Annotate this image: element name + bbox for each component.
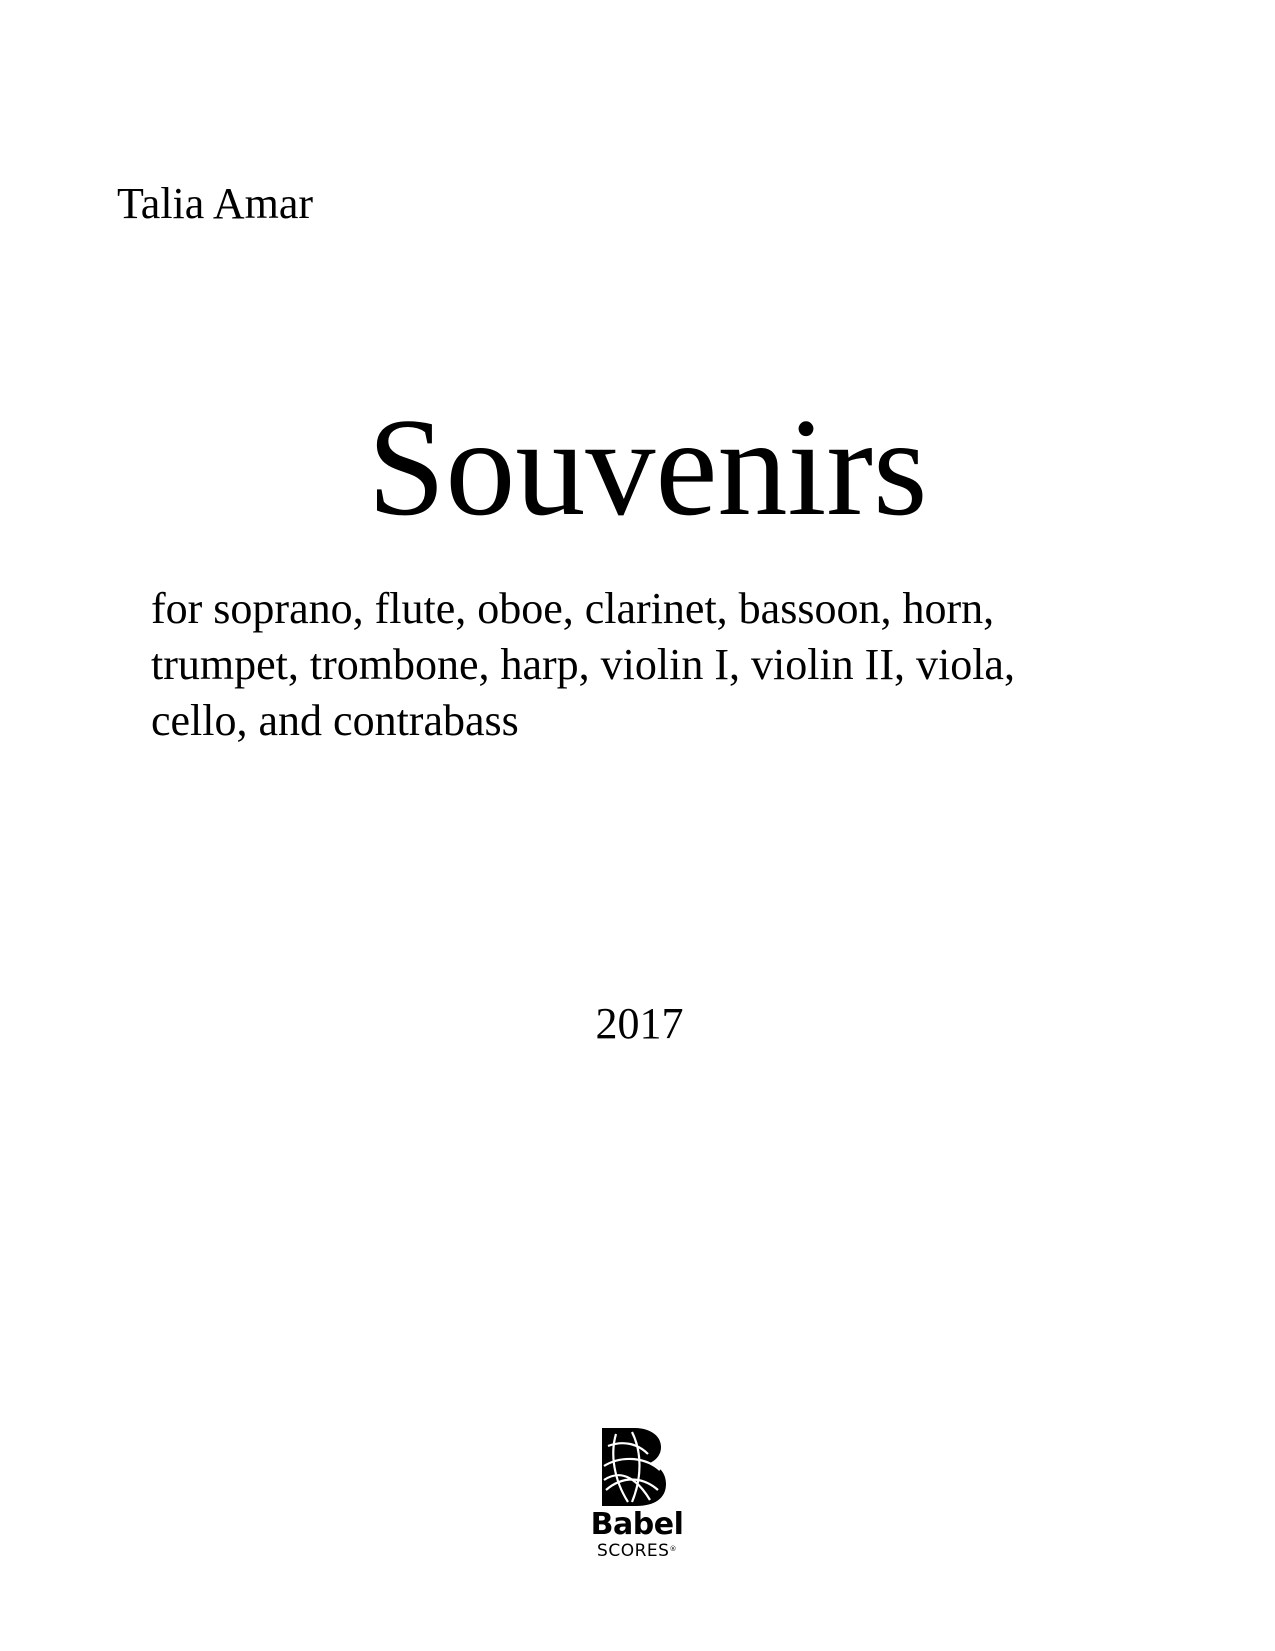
work-title: Souvenirs	[367, 390, 928, 545]
instrumentation-line: trumpet, trombone, harp, violin I, violin II, viola,	[151, 640, 1015, 689]
composer-name: Talia Amar	[117, 179, 314, 228]
babel-scores-b-logo-icon	[598, 1424, 670, 1508]
publisher-subtitle	[580, 1541, 694, 1561]
registered-mark: ®	[669, 1545, 677, 1553]
instrumentation-line: cello, and contrabass	[151, 696, 519, 745]
composition-year: 2017	[595, 999, 684, 1048]
publisher-subtitle-text: SCORES	[597, 1541, 670, 1561]
publisher-name: Babel	[590, 1507, 684, 1542]
publisher-logo	[580, 1424, 694, 1564]
instrumentation-line: for soprano, flute, oboe, clarinet, bassoon, horn,	[151, 584, 995, 633]
instrumentation	[151, 581, 1151, 749]
